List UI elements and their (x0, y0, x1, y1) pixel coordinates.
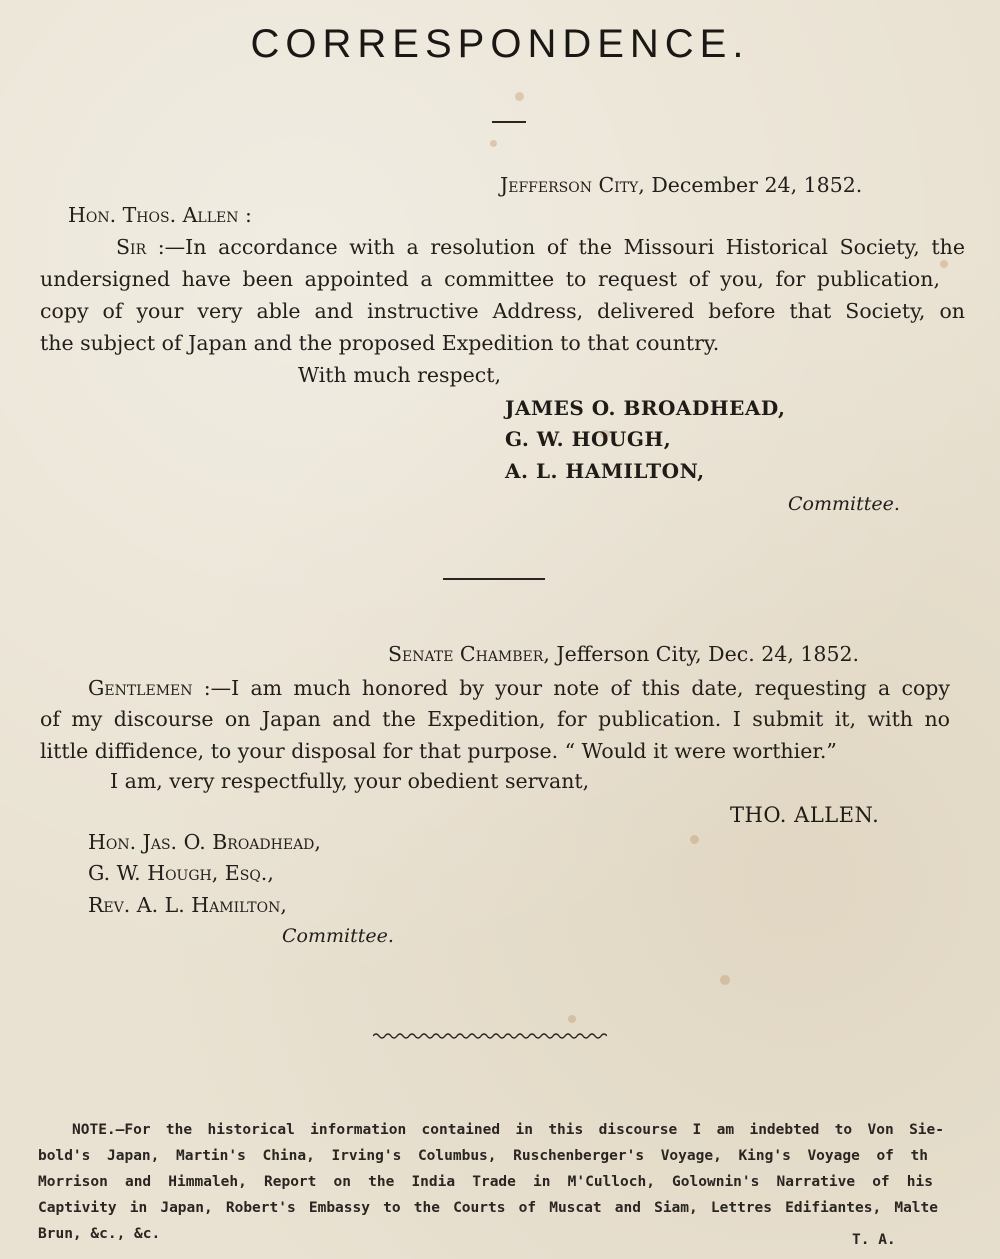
note-line: Brun, &c., &c. (38, 1226, 161, 1242)
letter1-signatory: G. W. HOUGH, (505, 427, 672, 451)
section-rule (443, 578, 545, 580)
note-text: NOTE.—For the historical information contained in this discourse I am indebted to Von Sie- (72, 1122, 944, 1138)
page-title: CORRESPONDENCE. (250, 22, 750, 66)
letter2-recipient: G. W. Hough, Esq., (88, 861, 274, 885)
letter2-recipient: Rev. A. L. Hamilton, (88, 893, 287, 917)
foxing-stain (720, 975, 730, 985)
letter1-dateline-date: December 24, 1852. (651, 173, 863, 197)
letter1-signatory: JAMES O. BROADHEAD, (505, 396, 786, 420)
letter2-body-line (40, 676, 950, 700)
letter2-signature: THO. ALLEN. (730, 803, 880, 827)
letter2-closing: I am, very respectfully, your obedient servant, (110, 769, 590, 793)
letter1-body-text: undersigned have been appointed a committee to request of you, for publication, (40, 267, 940, 291)
letter2-body-text: of my discourse on Japan and the Expedition, for publication. I submit it, with no (40, 707, 950, 731)
letter1-committee: Committee. (788, 493, 900, 515)
letter1-body-text: —In accordance with a resolution of the Missouri Historical Society, the (164, 235, 965, 259)
foxing-stain (568, 1015, 576, 1023)
foxing-stain (940, 260, 948, 268)
note-text: Morrison and Himmaleh, Report on the India Trade in M'Culloch, Golownin's Narrative of his (38, 1174, 933, 1190)
letter1-closing: With much respect, (298, 363, 502, 387)
letter2-body-text: —I am much honored by your note of this date, requesting a copy (210, 676, 950, 700)
letter2-committee: Committee. (282, 925, 394, 947)
foxing-stain (690, 835, 699, 844)
letter2-recipient: Hon. Jas. O. Broadhead, (88, 830, 321, 854)
letter2-body-line (40, 707, 950, 731)
short-rule (492, 121, 526, 123)
note-line (38, 1174, 933, 1190)
note-text: Captivity in Japan, Robert's Embassy to the Courts of Muscat and Siam, Lettres Edifiantes, Malte (38, 1200, 938, 1216)
letter2-dateline (388, 642, 859, 666)
letter2-body-line: little diffidence, to your disposal for that purpose. “ Would it were worthier.” (40, 739, 837, 763)
letter1-body-line: the subject of Japan and the proposed Expedition to that country. (40, 331, 720, 355)
wavy-ornament-rule (373, 1031, 607, 1041)
letter1-salutation: Sir : (116, 235, 165, 259)
letter1-body-text: copy of your very able and instructive Address, delivered before that Society, on (40, 299, 965, 323)
letter2-salutation: Gentlemen : (88, 676, 211, 700)
letter1-dateline (500, 173, 862, 197)
letter1-body-line (40, 299, 965, 323)
note-line (38, 1148, 928, 1164)
letter2-dateline-place: Senate Chamber, (388, 642, 550, 666)
letter1-body-line (40, 235, 965, 259)
letter2-dateline-date: Jefferson City, Dec. 24, 1852. (556, 642, 860, 666)
note-initials: T. A. (852, 1232, 896, 1248)
note-text: bold's Japan, Martin's China, Irving's Columbus, Ruschenberger's Voyage, King's Voyage of th (38, 1148, 928, 1164)
letter1-signatory: A. L. HAMILTON, (505, 459, 705, 483)
note-line (38, 1200, 938, 1216)
letter1-addressee: Hon. Thos. Allen : (68, 203, 252, 227)
letter1-body-line (40, 267, 940, 291)
foxing-stain (490, 140, 497, 147)
foxing-stain (515, 92, 524, 101)
note-line (72, 1122, 944, 1138)
letter1-dateline-place: Jefferson City, (500, 173, 645, 197)
